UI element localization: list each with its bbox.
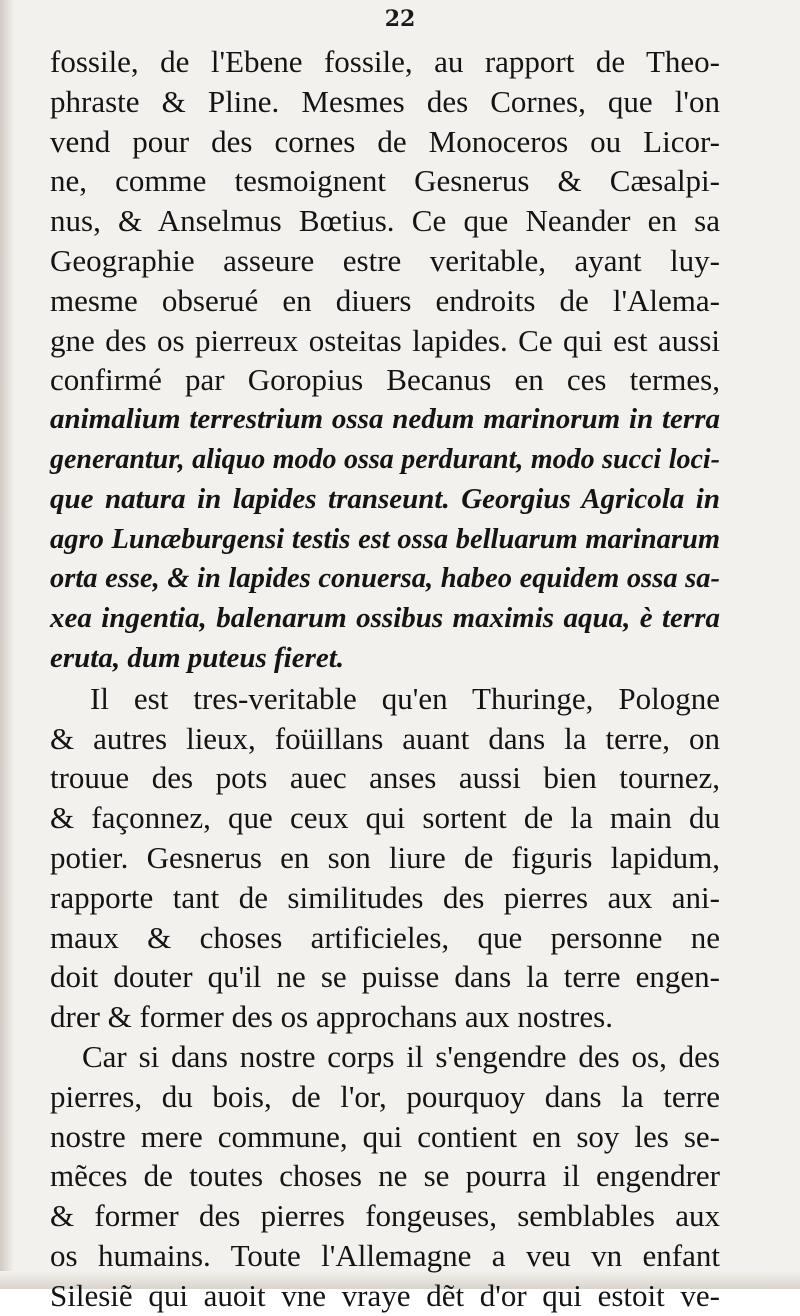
text-line: maux & choses artificieles, que personne ne bbox=[50, 919, 720, 955]
text-line: & façonnez, que ceux qui sortent de la main du bbox=[50, 800, 720, 836]
text-line: & former des pierres fongeuses, semblables aux bbox=[50, 1198, 720, 1234]
text-line: mẽces de toutes choses ne se pourra il engendrer bbox=[50, 1158, 720, 1194]
page-number: 22 bbox=[384, 6, 416, 32]
text-line: doit douter qu'il ne se puisse dans la terre engen- bbox=[50, 959, 720, 995]
latin-quote-line: eruta, dum puteus fieret. bbox=[50, 641, 345, 674]
latin-quote-line: orta esse, & in lapides conuersa, habeo equidem ossa sa- bbox=[50, 563, 720, 595]
text-line: trouue des pots auec anses aussi bien tournez, bbox=[50, 760, 720, 796]
text-line: nostre mere commune, qui contient en soy les se- bbox=[50, 1118, 720, 1154]
text-line: confirmé par Goropius Becanus en ces termes, bbox=[50, 362, 720, 398]
text-line: gne des os pierreux osteitas lapides. Ce qui est aussi bbox=[50, 322, 720, 358]
text-line: mesme obserué en diuers endroits de l'Alema- bbox=[50, 282, 720, 318]
latin-quote-line: agro Lunæburgensi testis est ossa belluarum marinarum bbox=[50, 523, 720, 555]
text-line: pierres, du bois, de l'or, pourquoy dans la terre bbox=[50, 1078, 720, 1114]
text-line: phraste & Pline. Mesmes des Cornes, que l'on bbox=[50, 83, 720, 119]
latin-quote-line: animalium terrestrium ossa nedum marinorum in terra bbox=[50, 403, 720, 436]
text-line: nus, & Anselmus Bœtius. Ce que Neander en sa bbox=[50, 203, 720, 239]
text-line: potier. Gesnerus en son liure de figuris lapidum, bbox=[50, 839, 720, 875]
text-line: ne, comme tesmoignent Gesnerus & Cæsalpi- bbox=[50, 163, 720, 199]
text-line: os humains. Toute l'Allemagne a veu vn enfant bbox=[50, 1237, 720, 1273]
paragraph-start-line: Il est tres-veritable qu'en Thuringe, Pologne bbox=[90, 680, 720, 716]
text-line: Geographie asseure estre veritable, ayant luy- bbox=[50, 242, 720, 278]
latin-quote-line: que natura in lapides transeunt. Georgius Agricola in bbox=[50, 482, 720, 515]
page-edge-shadow bbox=[0, 0, 14, 1289]
text-line: vend pour des cornes de Monoceros ou Licor- bbox=[50, 123, 720, 159]
paragraph-start-line: Car si dans nostre corps il s'engendre des os, des bbox=[82, 1038, 720, 1074]
text-line: Silesiẽ qui auoit vne vraye dẽt d'or qui estoit ve- bbox=[50, 1277, 720, 1313]
latin-quote-line: xea ingentia, balenarum ossibus maximis aqua, è terra bbox=[50, 602, 720, 635]
text-line: fossile, de l'Ebene fossile, au rapport de Theo- bbox=[50, 44, 720, 79]
text-line: rapporte tant de similitudes des pierres aux ani- bbox=[50, 879, 720, 915]
body-text bbox=[50, 42, 720, 1316]
latin-quote-line: generantur, aliquo modo ossa perdurant, modo succi loci- bbox=[50, 443, 720, 475]
text-line: & autres lieux, foüillans auant dans la terre, on bbox=[50, 720, 720, 756]
text-line: drer & former des os approchans aux nostres. bbox=[50, 999, 613, 1035]
